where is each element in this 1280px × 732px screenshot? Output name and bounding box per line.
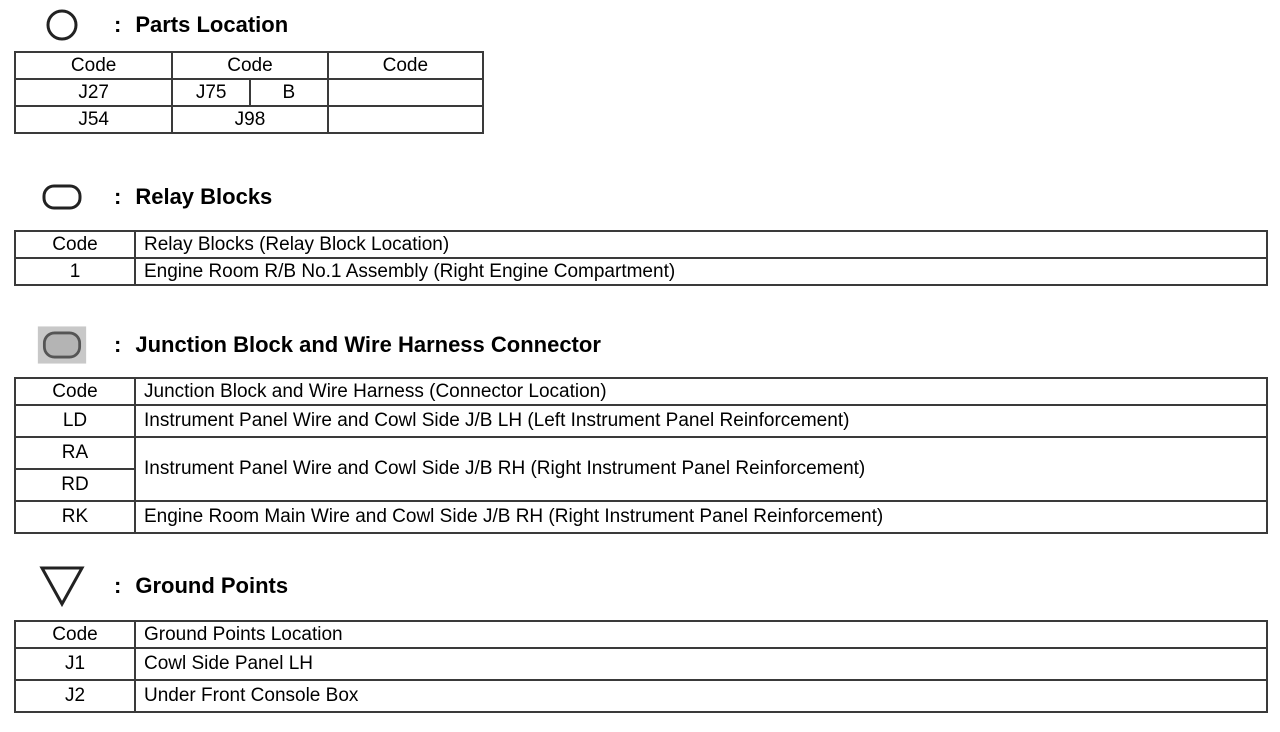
table-cell: Under Front Console Box xyxy=(135,680,1267,712)
table-row xyxy=(15,79,483,106)
section-title: Parts Location xyxy=(135,12,289,37)
colon: : xyxy=(114,12,122,37)
inverted-triangle-icon xyxy=(36,566,88,606)
table-cell: Instrument Panel Wire and Cowl Side J/B RH (Right Instrument Panel Reinforcement) xyxy=(135,437,1267,501)
table-row xyxy=(15,405,1267,437)
table-cell: J2 xyxy=(15,680,135,712)
section-title: Relay Blocks xyxy=(135,184,273,209)
rounded-rect-icon xyxy=(36,177,88,217)
junction-block-heading xyxy=(36,325,601,365)
table-header-row xyxy=(15,378,1267,405)
table-cell: RA xyxy=(15,437,135,469)
table-header-cell: Code xyxy=(15,231,135,258)
table-row xyxy=(15,258,1267,285)
table-cell: J27 xyxy=(15,79,172,106)
colon: : xyxy=(114,573,122,598)
table-header-cell: Code xyxy=(328,52,483,79)
table-row xyxy=(15,437,1267,469)
table-cell: B xyxy=(250,79,328,106)
ground-points-heading xyxy=(36,566,288,606)
colon: : xyxy=(114,184,122,209)
table-cell: J75 xyxy=(172,79,250,106)
table-cell: Instrument Panel Wire and Cowl Side J/B LH (Left Instrument Panel Reinforcement) xyxy=(135,405,1267,437)
colon: : xyxy=(114,332,122,357)
table-header-cell: Code xyxy=(15,621,135,648)
ground-points-table xyxy=(14,620,1268,713)
table-cell: J98 xyxy=(172,106,327,133)
table-cell: J54 xyxy=(15,106,172,133)
table-cell: J1 xyxy=(15,648,135,680)
table-header-row xyxy=(15,621,1267,648)
parts-location-heading xyxy=(36,5,288,45)
shaded-rounded-rect-icon xyxy=(36,325,88,365)
table-row xyxy=(15,648,1267,680)
table-cell: Engine Room R/B No.1 Assembly (Right Engine Compartment) xyxy=(135,258,1267,285)
junction-block-table xyxy=(14,377,1268,534)
section-title: Junction Block and Wire Harness Connector xyxy=(135,332,601,357)
table-cell: Cowl Side Panel LH xyxy=(135,648,1267,680)
table-header-cell: Code xyxy=(15,378,135,405)
table-header-cell: Code xyxy=(172,52,327,79)
table-cell xyxy=(328,106,483,133)
table-header-row xyxy=(15,52,483,79)
table-row xyxy=(15,680,1267,712)
parts-location-table xyxy=(14,51,484,134)
table-cell: Engine Room Main Wire and Cowl Side J/B RH (Right Instrument Panel Reinforcement) xyxy=(135,501,1267,533)
table-cell: LD xyxy=(15,405,135,437)
section-title: Ground Points xyxy=(135,573,289,598)
table-cell: RK xyxy=(15,501,135,533)
table-cell: 1 xyxy=(15,258,135,285)
circle-icon xyxy=(36,5,88,45)
table-cell xyxy=(328,79,483,106)
table-cell: RD xyxy=(15,469,135,501)
relay-blocks-heading xyxy=(36,177,272,217)
table-header-cell: Ground Points Location xyxy=(135,621,1267,648)
relay-blocks-table xyxy=(14,230,1268,286)
table-row xyxy=(15,106,483,133)
table-header-cell: Code xyxy=(15,52,172,79)
table-row xyxy=(15,501,1267,533)
table-header-row xyxy=(15,231,1267,258)
table-header-cell: Relay Blocks (Relay Block Location) xyxy=(135,231,1267,258)
table-header-cell: Junction Block and Wire Harness (Connector Location) xyxy=(135,378,1267,405)
